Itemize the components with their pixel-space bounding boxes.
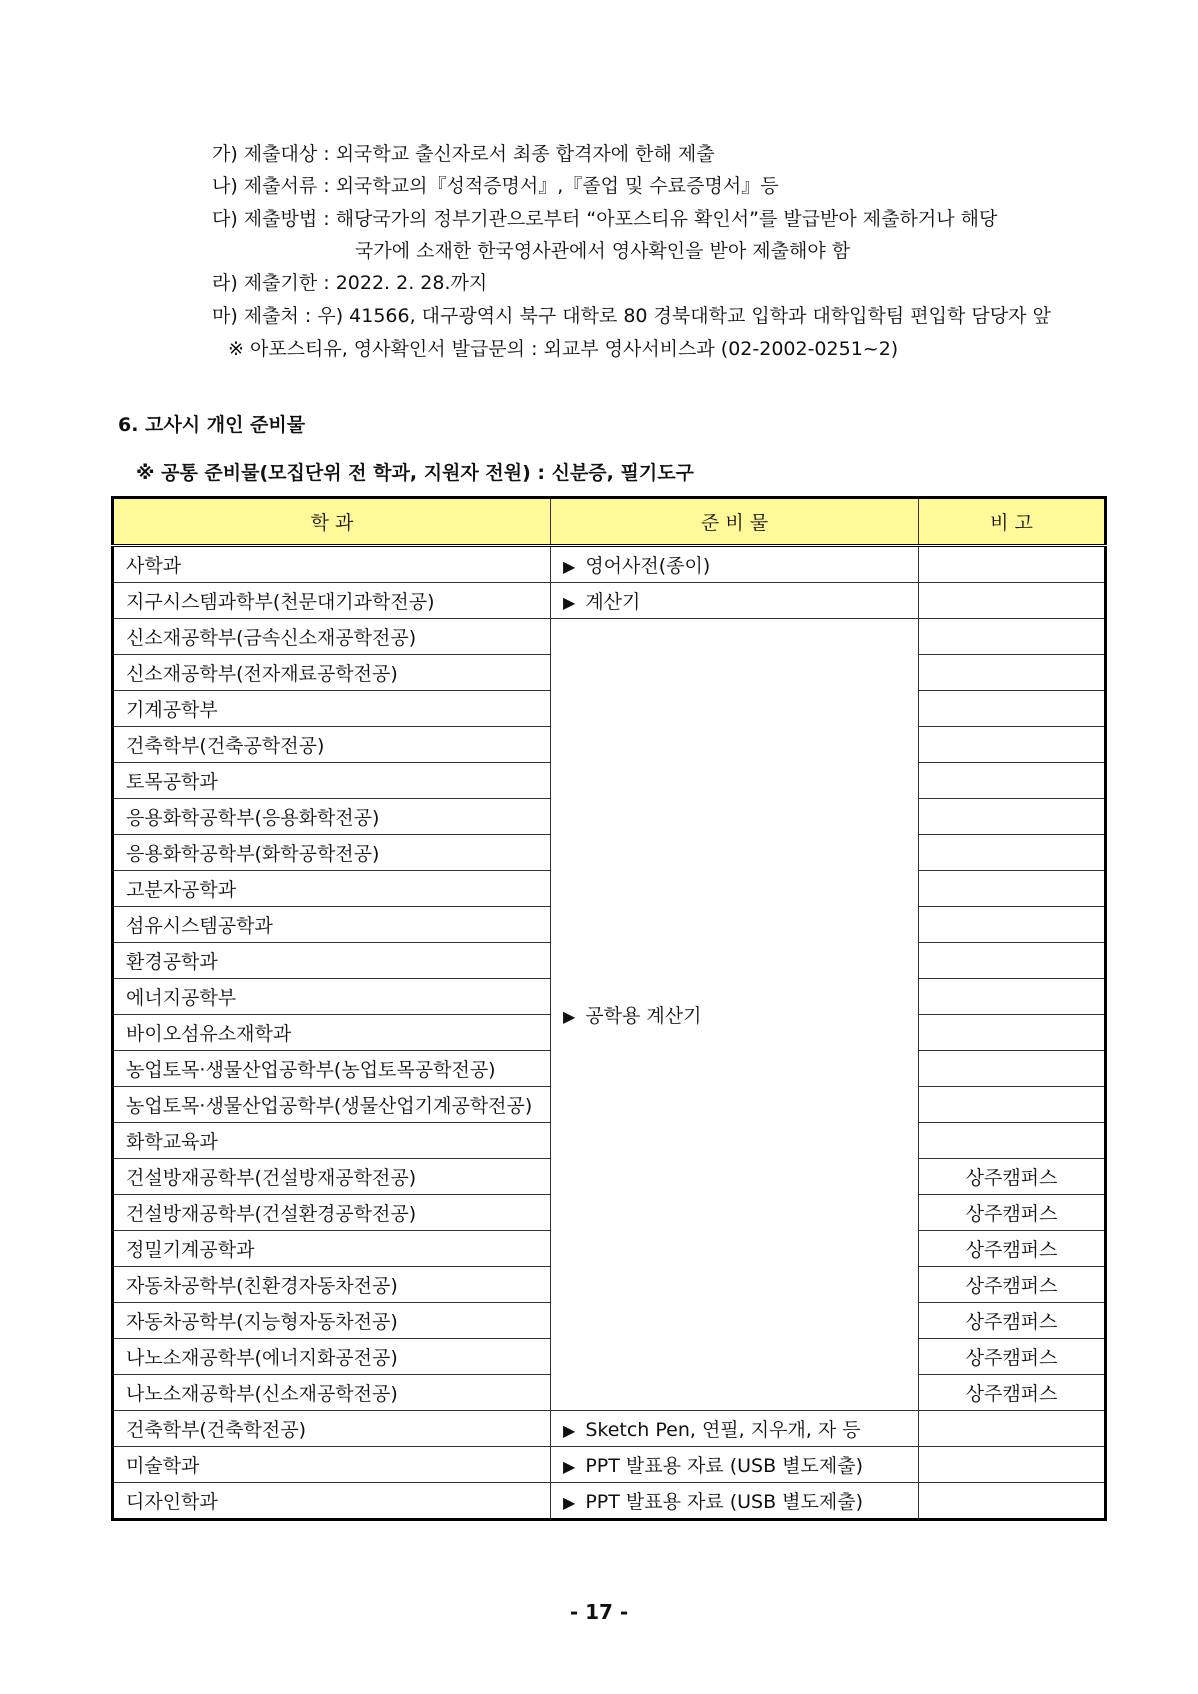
preparation-table	[111, 496, 1107, 1521]
intro-line-1: 가) 제출대상 : 외국학교 출신자로서 최종 합격자에 한해 제출	[212, 143, 715, 165]
note-cell	[919, 583, 1106, 619]
prep-cell	[551, 546, 919, 583]
prep-header: 준 비 물	[551, 498, 919, 546]
table-row	[113, 1483, 1106, 1520]
note-cell	[919, 655, 1106, 691]
dept-cell: 나노소재공학부(신소재공학전공)	[113, 1375, 551, 1411]
note-cell	[919, 1411, 1106, 1447]
dept-header: 학 과	[113, 498, 551, 546]
note-cell	[919, 727, 1106, 763]
table-body	[113, 546, 1106, 1520]
dept-cell: 화학교육과	[113, 1123, 551, 1159]
note-cell	[919, 1015, 1106, 1051]
bullet-marker: ▶	[563, 1457, 576, 1476]
dept-cell: 기계공학부	[113, 691, 551, 727]
table-header-row	[113, 498, 1106, 546]
note-cell	[919, 1447, 1106, 1483]
table-row	[113, 619, 1106, 655]
dept-cell: 자동차공학부(친환경자동차전공)	[113, 1267, 551, 1303]
note-cell	[919, 691, 1106, 727]
note-cell	[919, 763, 1106, 799]
bullet-marker: ▶	[563, 1421, 576, 1440]
intro-line-3: 다) 제출방법 : 해당국가의 정부기관으로부터 “아포스티유 확인서”를 발급받아 제출하거나 해당	[212, 208, 998, 230]
intro-note: ※ 아포스티유, 영사확인서 발급문의 : 외교부 영사서비스과 (02-2002-0251~2)	[228, 338, 899, 360]
note-cell	[919, 1051, 1106, 1087]
dept-cell: 미술학과	[113, 1447, 551, 1483]
prep-cell	[551, 583, 919, 619]
dept-cell: 농업토목·생물산업공학부(농업토목공학전공)	[113, 1051, 551, 1087]
note-cell: 상주캠퍼스	[919, 1195, 1106, 1231]
prep-cell	[551, 1483, 919, 1520]
dept-cell: 사학과	[113, 546, 551, 583]
dept-cell: 지구시스템과학부(천문대기과학전공)	[113, 583, 551, 619]
note-cell: 상주캠퍼스	[919, 1303, 1106, 1339]
prep-text: PPT 발표용 자료 (USB 별도제출)	[585, 1455, 864, 1477]
bullet-marker: ▶	[563, 1007, 576, 1026]
bullet-marker: ▶	[563, 557, 576, 576]
dept-cell: 응용화학공학부(화학공학전공)	[113, 835, 551, 871]
dept-cell: 자동차공학부(지능형자동차전공)	[113, 1303, 551, 1339]
prep-cell	[551, 1411, 919, 1447]
prep-cell	[551, 1447, 919, 1483]
prep-text: PPT 발표용 자료 (USB 별도제출)	[585, 1491, 864, 1513]
note-cell	[919, 1123, 1106, 1159]
dept-cell: 고분자공학과	[113, 871, 551, 907]
dept-cell: 신소재공학부(전자재료공학전공)	[113, 655, 551, 691]
dept-cell: 나노소재공학부(에너지화공전공)	[113, 1339, 551, 1375]
dept-cell: 응용화학공학부(응용화학전공)	[113, 799, 551, 835]
table-row	[113, 1447, 1106, 1483]
intro-line-4: 국가에 소재한 한국영사관에서 영사확인을 받아 제출해야 함	[355, 240, 851, 262]
dept-cell: 토목공학과	[113, 763, 551, 799]
intro-line-5: 라) 제출기한 : 2022. 2. 28.까지	[212, 272, 488, 294]
note-cell	[919, 871, 1106, 907]
dept-cell: 정밀기계공학과	[113, 1231, 551, 1267]
dept-cell: 건축학부(건축학전공)	[113, 1411, 551, 1447]
note-cell: 상주캠퍼스	[919, 1267, 1106, 1303]
table-row	[113, 1411, 1106, 1447]
table-row	[113, 546, 1106, 583]
note-cell	[919, 1483, 1106, 1520]
dept-cell: 섬유시스템공학과	[113, 907, 551, 943]
note-cell	[919, 943, 1106, 979]
dept-cell: 바이오섬유소재학과	[113, 1015, 551, 1051]
table-row	[113, 583, 1106, 619]
dept-cell: 신소재공학부(금속신소재공학전공)	[113, 619, 551, 655]
note-cell	[919, 979, 1106, 1015]
dept-cell: 농업토목·생물산업공학부(생물산업기계공학전공)	[113, 1087, 551, 1123]
intro-line-2: 나) 제출서류 : 외국학교의『성적증명서』,『졸업 및 수료증명서』등	[212, 175, 779, 197]
note-cell: 상주캠퍼스	[919, 1339, 1106, 1375]
shared-prep-cell	[551, 619, 919, 1411]
note-cell: 상주캠퍼스	[919, 1375, 1106, 1411]
page-number: - 17 -	[569, 1600, 629, 1624]
prep-text: 계산기	[585, 591, 641, 613]
note-cell	[919, 1087, 1106, 1123]
prep-text: 공학용 계산기	[585, 1005, 702, 1027]
dept-cell: 에너지공학부	[113, 979, 551, 1015]
note-cell	[919, 546, 1106, 583]
prep-text: 영어사전(종이)	[585, 555, 711, 577]
note-cell	[919, 799, 1106, 835]
dept-cell: 환경공학과	[113, 943, 551, 979]
note-cell	[919, 835, 1106, 871]
note-cell: 상주캠퍼스	[919, 1231, 1106, 1267]
dept-cell: 디자인학과	[113, 1483, 551, 1520]
dept-cell: 건설방재공학부(건설환경공학전공)	[113, 1195, 551, 1231]
dept-cell: 건설방재공학부(건설방재공학전공)	[113, 1159, 551, 1195]
note-cell	[919, 619, 1106, 655]
section-title: 6. 고사시 개인 준비물	[118, 414, 306, 436]
bullet-marker: ▶	[563, 593, 576, 612]
bullet-marker: ▶	[563, 1493, 576, 1512]
prep-text: Sketch Pen, 연필, 지우개, 자 등	[585, 1419, 861, 1441]
note-cell: 상주캠퍼스	[919, 1159, 1106, 1195]
intro-line-6: 마) 제출처 : 우) 41566, 대구광역시 북구 대학로 80 경북대학교 입학과 대학입학팀 편입학 담당자 앞	[212, 305, 1051, 327]
note-cell	[919, 907, 1106, 943]
note-header: 비 고	[919, 498, 1106, 546]
dept-cell: 건축학부(건축공학전공)	[113, 727, 551, 763]
common-items: ※ 공통 준비물(모집단위 전 학과, 지원자 전원) : 신분증, 필기도구	[136, 462, 694, 484]
